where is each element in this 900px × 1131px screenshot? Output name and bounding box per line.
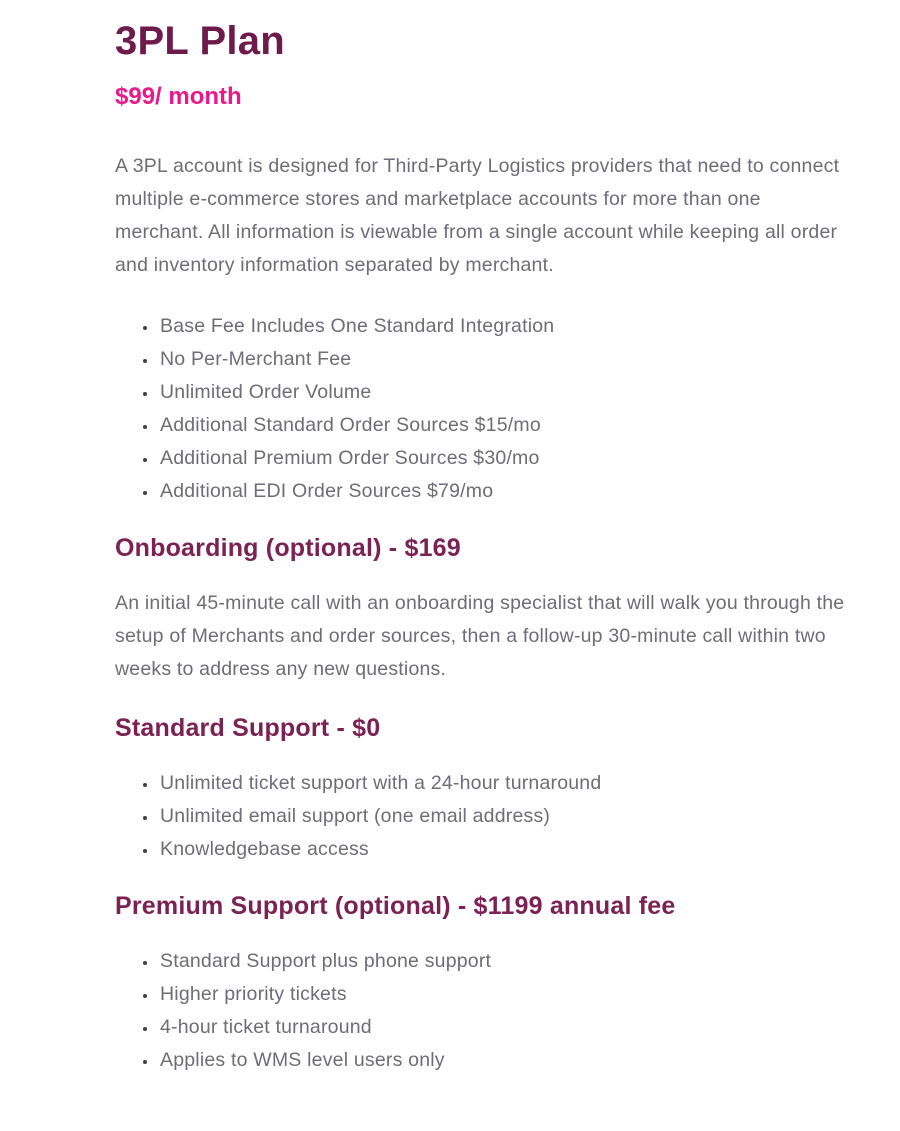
list-item: • Unlimited ticket support with a 24-hour turnaround — [158, 767, 845, 800]
plan-page — [115, 16, 845, 1077]
section-heading-onboarding: Onboarding (optional) - $169 — [115, 534, 461, 562]
list-item: • Knowledgebase access — [158, 833, 845, 866]
list-item: • Standard Support plus phone support — [158, 945, 845, 978]
plan-description: A 3PL account is designed for Third-Party Logistics providers that need to connect multiple e-commerce stores and marketplace accounts for more than one merchant. All information is viewable from a single account while keeping all order and inventory information separated by merchant. — [115, 155, 840, 276]
plan-price: $99/ month — [115, 83, 242, 110]
onboarding-description: An initial 45-minute call with an onboarding specialist that will walk you through the setup of Merchants and order sources, then a follow-up 30-minute call within two weeks to address any new questions. — [115, 592, 845, 680]
list-item: • Unlimited Order Volume — [158, 376, 845, 409]
list-item: • Additional EDI Order Sources $79/mo — [158, 475, 845, 508]
premium-support-list — [115, 945, 845, 1077]
list-item: • Additional Premium Order Sources $30/mo — [158, 442, 845, 475]
list-item: • 4-hour ticket turnaround — [158, 1011, 845, 1044]
plan-feature-list — [115, 310, 845, 508]
list-item: • Additional Standard Order Sources $15/mo — [158, 409, 845, 442]
list-item: • Applies to WMS level users only — [158, 1044, 845, 1077]
page-title: 3PL Plan — [115, 19, 285, 63]
section-heading-standard-support: Standard Support - $0 — [115, 714, 381, 742]
standard-support-list — [115, 767, 845, 866]
list-item: • Base Fee Includes One Standard Integration — [158, 310, 845, 343]
list-item: • Unlimited email support (one email address) — [158, 800, 845, 833]
list-item: • Higher priority tickets — [158, 978, 845, 1011]
list-item: • No Per-Merchant Fee — [158, 343, 845, 376]
section-heading-premium-support: Premium Support (optional) - $1199 annual fee — [115, 892, 676, 920]
